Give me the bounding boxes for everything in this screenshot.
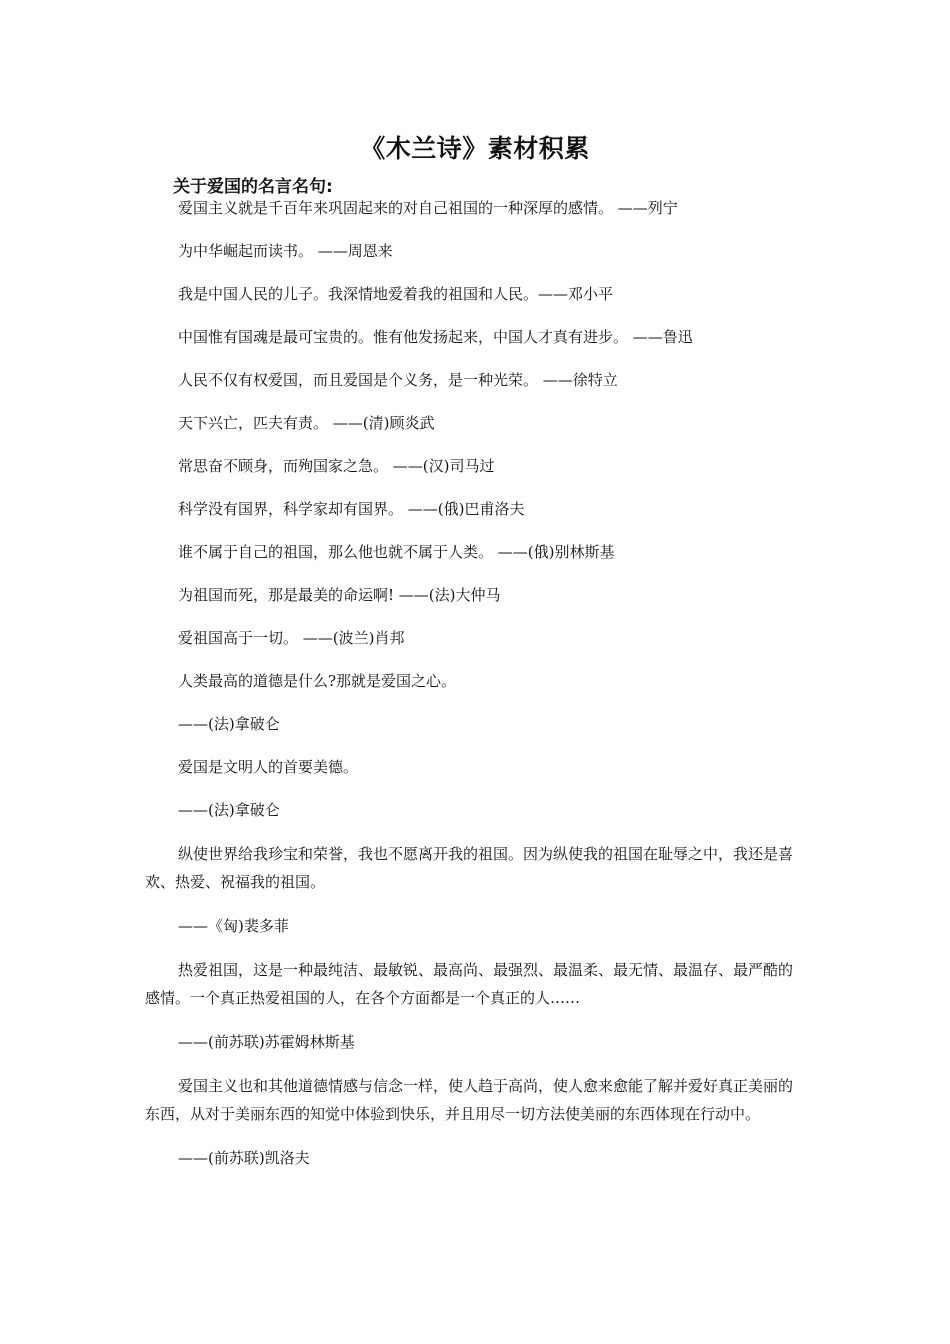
quote-paragraph: 热爱祖国，这是一种最纯洁、最敏锐、最高尚、最强烈、最温柔、最无情、最温存、最严酷的感情。一个真正热爱祖国的人，在各个方面都是一个真正的人…… xyxy=(145,961,794,1007)
quote-paragraph: 谁不属于自己的祖国，那么他也就不属于人类。 ——(俄)别林斯基 xyxy=(178,543,615,561)
quote-paragraph: 纵使世界给我珍宝和荣誉，我也不愿离开我的祖国。因为纵使我的祖国在耻辱之中，我还是喜欢、热爱、祝福我的祖国。 xyxy=(145,845,794,891)
quote-paragraph: 人类最高的道德是什么?那就是爱国之心。 xyxy=(178,672,457,690)
quote-paragraph: 人民不仅有权爱国，而且爱国是个义务，是一种光荣。 ——徐特立 xyxy=(178,371,618,389)
quote-paragraph: 常思奋不顾身，而殉国家之急。 ——(汉)司马过 xyxy=(178,457,495,475)
quote-attribution: ——(前苏联)凯洛夫 xyxy=(178,1149,310,1167)
quote-paragraph: 爱国是文明人的首要美德。 xyxy=(178,758,359,776)
quote-paragraph: 科学没有国界，科学家却有国界。 ——(俄)巴甫洛夫 xyxy=(178,500,525,518)
quote-paragraph: 爱国主义也和其他道德情感与信念一样，使人趋于高尚，使人愈来愈能了解并爱好真正美丽的东西，从对于美丽东西的知觉中体验到快乐，并且用尽一切方法使美丽的东西体现在行动中。 xyxy=(145,1077,794,1123)
document-title: 《木兰诗》素材积累 xyxy=(360,134,590,163)
quote-attribution: ——(法)拿破仑 xyxy=(178,801,280,819)
quote-paragraph: 天下兴亡，匹夫有责。 ——(清)顾炎武 xyxy=(178,414,435,432)
quote-attribution: ——《匈)裴多菲 xyxy=(178,917,289,935)
quote-paragraph: 爱国主义就是千百年来巩固起来的对自己祖国的一种深厚的感情。 ——列宁 xyxy=(178,199,678,217)
quote-paragraph: 为祖国而死，那是最美的命运啊! ——(法)大仲马 xyxy=(178,586,501,604)
quote-attribution: ——(法)拿破仑 xyxy=(178,715,280,733)
quote-attribution: ——(前苏联)苏霍姆林斯基 xyxy=(178,1033,355,1051)
quote-paragraph: 中国惟有国魂是最可宝贵的。惟有他发扬起来，中国人才真有进步。 ——鲁迅 xyxy=(178,328,693,346)
quote-list xyxy=(145,195,805,1188)
quote-paragraph: 为中华崛起而读书。 ——周恩来 xyxy=(178,242,393,260)
section-heading: 关于爱国的名言名句: xyxy=(173,177,333,197)
quote-paragraph: 我是中国人民的儿子。我深情地爱着我的祖国和人民。——邓小平 xyxy=(178,285,614,303)
quote-paragraph: 爱祖国高于一切。 ——(波兰)肖邦 xyxy=(178,629,405,647)
